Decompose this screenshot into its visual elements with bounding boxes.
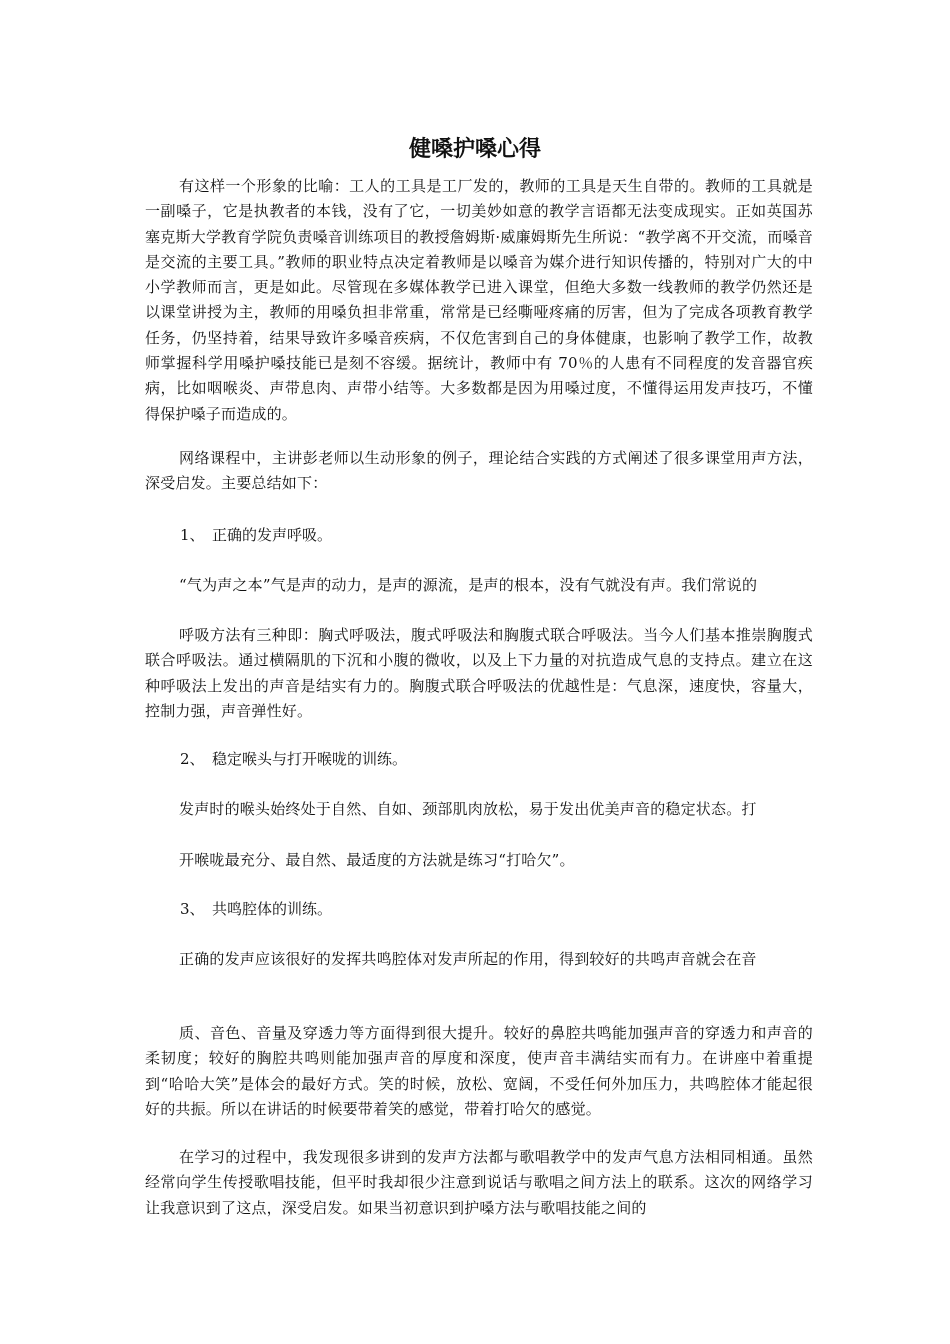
list-item-2 xyxy=(180,747,407,772)
paragraph-breath-1: “气为声之本”气是声的动力，是声的源流，是声的根本，没有气就没有声。我们常说的 xyxy=(179,576,758,594)
document-title: 健嗓护嗓心得 xyxy=(408,136,541,162)
list-text: 共鸣腔体的训练。 xyxy=(212,900,333,918)
list-item-3 xyxy=(180,897,332,922)
paragraph-breath-2: 呼吸方法有三种即：胸式呼吸法，腹式呼吸法和胸腹式联合呼吸法。当今人们基本推崇胸腹式联合呼吸法。通过横隔肌的下沉和小腹的微收，以及上下力量的对抗造成气息的支持点。建立在这种呼吸法上发出的声音是结实有力的。胸腹式联合呼吸法的优越性是：气息深，速度快，容量大，控制力强，声音弹性好。 xyxy=(145,626,813,720)
list-number: 1、 xyxy=(180,526,205,544)
paragraph-larynx-1: 发声时的喉头始终处于自然、自如、颈部肌肉放松，易于发出优美声音的稳定状态。打 xyxy=(179,800,757,818)
paragraph-resonance-1: 正确的发声应该很好的发挥共鸣腔体对发声所起的作用，得到较好的共鸣声音就会在音 xyxy=(179,950,757,968)
list-number: 2、 xyxy=(180,750,205,768)
paragraph-larynx-2: 开喉咙最充分、最自然、最适度的方法就是练习“打哈欠”。 xyxy=(179,851,575,869)
paragraph-intro: 有这样一个形象的比喻：工人的工具是工厂发的，教师的工具是天生自带的。教师的工具就是一副嗓子，它是执教者的本钱，没有了它，一切美妙如意的教学言语都无法变成现实。正如英国苏塞克斯大学教育学院负责嗓音训练项目的教授詹姆斯·威廉姆斯先生所说：“教学离不开交流，而嗓音是交流的主要工具。”教师的职业特点决定着教师是以嗓音为媒介进行知识传播的，特别对广大的中小学教师而言，更是如此。尽管现在多媒体教学已进入课堂，但绝大多数一线教师的教学仍然还是以课堂讲授为主，教师的用嗓负担非常重，常常是已经嘶哑疼痛的厉害，但为了完成各项教育教学任务，仍坚持着，结果导致许多嗓音疾病，不仅危害到自己的身体健康，也影响了教学工作，故教师掌握科学用嗓护嗓技能已是刻不容缓。据统计，教师中有 70％的人患有不同程度的发音器官疾病，比如咽喉炎、声带息肉、声带小结等。大多数都是因为用嗓过度，不懂得运用发声技巧，不懂得保护嗓子而造成的。 xyxy=(145,177,813,423)
paragraph-resonance-2: 质、音色、音量及穿透力等方面得到很大提升。较好的鼻腔共鸣能加强声音的穿透力和声音的柔韧度；较好的胸腔共鸣则能加强声音的厚度和深度，使声音丰满结实而有力。在讲座中着重提到“哈哈大笑”是体会的最好方式。笑的时候，放松、宽阔，不受任何外加压力，共鸣腔体才能起很好的共振。所以在讲话的时候要带着笑的感觉，带着打哈欠的感觉。 xyxy=(145,1024,813,1118)
list-number: 3、 xyxy=(180,900,205,918)
list-item-1 xyxy=(180,523,332,548)
paragraph-course-summary: 网络课程中，主讲彭老师以生动形象的例子，理论结合实践的方式阐述了很多课堂用声方法，深受启发。主要总结如下： xyxy=(145,449,813,493)
paragraph-learning: 在学习的过程中，我发现很多讲到的发声方法都与歌唱教学中的发声气息方法相同相通。虽然经常向学生传授歌唱技能，但平时我却很少注意到说话与歌唱之间方法上的联系。这次的网络学习让我意识到了这点，深受启发。如果当初意识到护嗓方法与歌唱技能之间的 xyxy=(145,1148,813,1217)
list-text: 正确的发声呼吸。 xyxy=(212,526,333,544)
list-text: 稳定喉头与打开喉咙的训练。 xyxy=(212,750,408,768)
